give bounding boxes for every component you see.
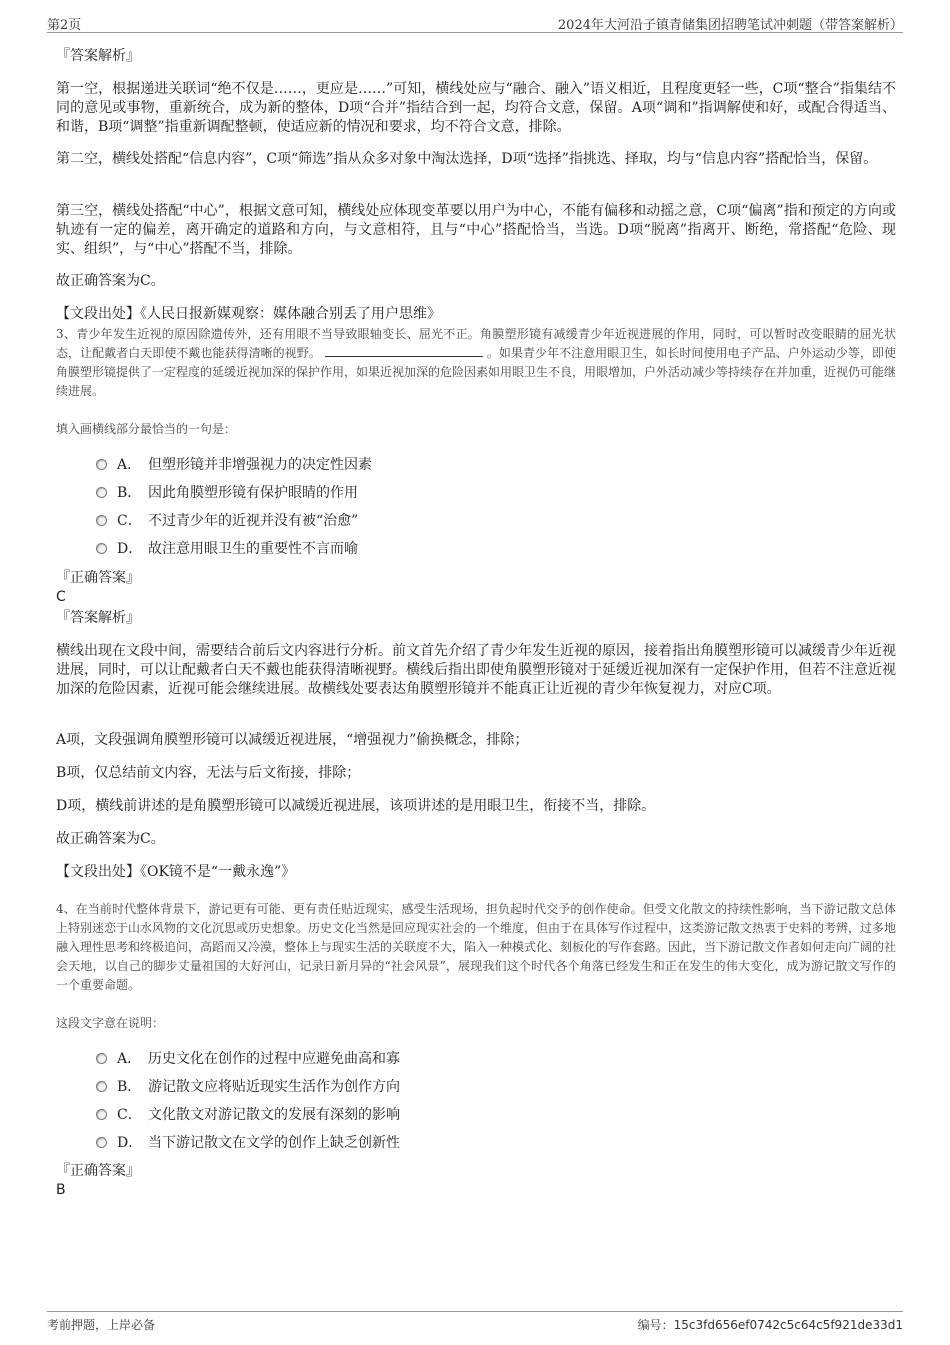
q3-option-c[interactable]: C． 不过青少年的近视并没有被“治愈” [96,507,856,535]
q3-source: 【文段出处】《OK镜不是“一戴永逸”》 [56,864,296,880]
q2-analysis-para-1-wrap [56,80,896,137]
q2-analysis-para-2-wrap [56,150,896,169]
q3-analysis-label-wrap [56,609,896,628]
document-code-value: 15c3fd656ef0742c5c64c5f921de33d1 [673,1318,903,1332]
q2-analysis-para-2: 第二空，横线处搭配“信息内容”，C项“筛选”指从众多对象中淘汰选择，D项“选择”指挑选、择取，均与“信息内容”搭配恰当，保留。 [56,151,878,167]
q3-analysis-para-1-wrap [56,642,896,699]
q4-correct-block [56,1162,896,1200]
page-number: 第2页 [47,18,82,33]
q2-analysis-label: 『答案解析』 [56,48,140,64]
q4-options [96,1045,856,1157]
q4-option-c[interactable]: C． 文化散文对游记散文的发展有深刻的影响 [96,1101,856,1129]
q3-analysis-para-4: D项，横线前讲述的是角膜塑形镜可以减缓近视进展，该项讲述的是用眼卫生，衔接不当，排除。 [56,798,656,814]
q3-prompt: 填入画横线部分最恰当的一句是： [56,422,237,436]
radio-icon[interactable] [96,1053,107,1064]
document-title: 2024年大河沿子镇青储集团招聘笔试冲刺题（带答案解析） [557,18,903,33]
page-header [47,12,903,33]
q3-analysis-para-2-wrap [56,731,896,750]
radio-icon[interactable] [96,1109,107,1120]
q3-answer-blank [325,346,483,357]
q4-stem: 4、在当前时代整体背景下，游记更有可能、更有责任贴近现实，感受生活现场，担负起时代交予的创作使命。但受文化散文的持续性影响，当下游记散文总体上特别迷恋于山水风物的文化沉思或历史想象。历史文化当然是回应现实社会的一个维度，但由于在具体写作过程中，这类游记散文热衷于史料的考辨，过多地融入理性思考和终极追问，高蹈而又冷漠，整体上与现实生活的关联度不大，陷入一种模式化、刻板化的写作套路。因此，当下游记散文作者如何走向广阔的社会天地，以自己的脚步丈量祖国的大好河山，记录日新月异的“社会风景”，展现我们这个时代各个角落已经发生和正在发生的伟大变化，成为游记散文写作的一个重要命题。 [56,902,897,992]
radio-icon[interactable] [96,515,107,526]
q4-prompt: 这段文字意在说明： [56,1016,165,1030]
q3-analysis-label: 『答案解析』 [56,610,140,626]
q3-correct-label: 『正确答案』 [56,570,140,586]
q3-option-d[interactable]: D． 故注意用眼卫生的重要性不言而喻 [96,535,856,563]
q2-conclusion-wrap [56,272,896,291]
q2-analysis-para-3: 第三空，横线处搭配“中心”，根据文意可知，横线处应体现变革要以用户为中心，不能有偏移和动摇之意，C项“偏离”指和预定的方向或轨迹有一定的偏差，离开确定的道路和方向，与文意相符，且与“中心”搭配恰当，当选。D项“脱离”指离开、断绝，常搭配“危险、现实、组织”，与“中心”搭配不当，排除。 [56,203,896,257]
q3-options [96,451,856,563]
q3-analysis-para-1: 横线出现在文段中间，需要结合前后文内容进行分析。前文首先介绍了青少年发生近视的原因，接着指出角膜塑形镜可以减缓青少年近视进展，同时，可以让配戴者白天不戴也能获得清晰视野。横线后指出即使角膜塑形镜对于延缓近视加深有一定保护作用，但若不注意近视加深的危险因素，近视可能会继续进展。故横线处要表达角膜塑形镜并不能真正让近视的青少年恢复视力，对应C项。 [56,643,896,697]
document-code-label: 编号： [637,1318,674,1332]
radio-icon[interactable] [96,1137,107,1148]
q3-stem-after-blank: 。如果青少年不注意用眼卫生，如长时间使用电子产品、户外运动少等，即使角膜塑形镜提供了一定程度的延缓近视加深的保护作用，如果近视加深的危险因素如用眼卫生不良，用眼增加，户外活动减少等持续存在并加重，近视仍可能继续进展。 [56,346,897,398]
q3-analysis-para-3: B项，仅总结前文内容，无法与后文衔接，排除； [56,765,361,781]
q2-analysis-label-wrap [56,47,896,66]
radio-icon[interactable] [96,1081,107,1092]
q4-option-b[interactable]: B． 游记散文应将贴近现实生活作为创作方向 [96,1073,856,1101]
q4-option-a[interactable]: A． 历史文化在创作的过程中应避免曲高和寡 [96,1045,856,1073]
q3-stem [56,325,896,401]
q3-source-wrap [56,863,896,882]
q4-option-d[interactable]: D． 当下游记散文在文学的创作上缺乏创新性 [96,1129,856,1157]
q3-conclusion: 故正确答案为C。 [56,831,165,847]
q2-analysis-para-3-wrap [56,202,896,259]
radio-icon[interactable] [96,459,107,470]
q3-correct-answer: C [56,589,66,605]
q3-stem-before-blank: 3、青少年发生近视的原因除遗传外，还有用眼不当导致眼轴变长、屈光不正。角膜塑形镜有减缓青少年近视进展的作用，同时，可以暂时改变眼睛的屈光状态，让配戴者白天即使不戴也能获得清晰的视野。 [56,327,896,360]
q4-correct-answer: B [56,1182,66,1198]
q3-analysis-para-3-wrap [56,764,896,783]
q2-source-wrap [56,305,896,324]
document-code [638,1316,903,1333]
q3-analysis-para-2: A项，文段强调角膜塑形镜可以减缓近视进展，“增强视力”偷换概念，排除； [56,732,529,748]
q4-correct-label: 『正确答案』 [56,1163,140,1179]
q2-analysis-para-1: 第一空，根据递进关联词“绝不仅是……，更应是……”可知，横线处应与“融合、融入”语义相近，且程度更轻一些，C项“整合”指集结不同的意见或事物，重新统合，成为新的整体，D项“合并”指结合到一起，均符合文意，保留。A项“调和”指调解使和好，或配合得适当、和谐，B项“调整”指重新调配整顿，使适应新的情况和要求，均不符合文意，排除。 [56,81,896,135]
q3-correct-block [56,569,896,607]
footer-slogan: 考前押题，上岸必备 [47,1318,156,1332]
radio-icon[interactable] [96,487,107,498]
radio-icon[interactable] [96,543,107,554]
q2-source: 【文段出处】《人民日报新媒观察：媒体融合别丢了用户思维》 [56,306,441,322]
q3-option-b[interactable]: B． 因此角膜塑形镜有保护眼睛的作用 [96,479,856,507]
q2-conclusion: 故正确答案为C。 [56,273,165,289]
q3-option-a[interactable]: A． 但塑形镜并非增强视力的决定性因素 [96,451,856,479]
q3-analysis-para-4-wrap [56,797,896,816]
q3-conclusion-wrap [56,830,896,849]
page-footer [47,1311,903,1334]
